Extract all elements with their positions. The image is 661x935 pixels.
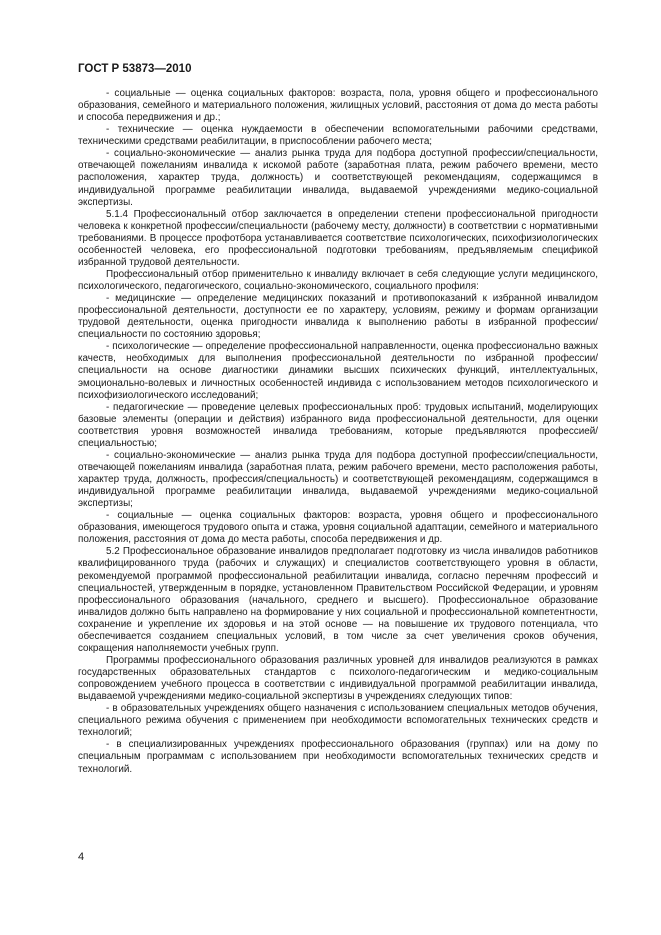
- paragraph: - медицинские — определение медицинских показаний и противопоказаний к избранной инвалидом профессиональной деятельности, доступности ее по характеру, условиям, режиму и формам организации трудовой деятельности, оценка пригодности инвалида к выполнению работы в избранной профессии/специальности по состоянию здоровья;: [78, 293, 598, 341]
- paragraph: - в специализированных учреждениях профессионального образования (группах) или на дому по специальным программам с использованием при необходимости вспомогательных технических средств и технологий.: [78, 739, 598, 775]
- paragraph: 5.2 Профессиональное образование инвалидов предполагает подготовку из числа инвалидов работников квалифицированного труда (рабочих и служащих) и специалистов соответствующего уровня в области, рекомендуемой программой профессиональной реабилитации инвалида, согласно перечням профессий и специальностей, утвержденным в порядке, установленном Правительством Российской Федерации, и уровням профессионального образования (начального, среднего и высшего). Профессиональное образование инвалидов должно быть направлено на формирование у них социальной и профессиональной компетентности, сохранение и укрепление их здоровья и на этой основе — на повышение их трудового потенциала, что обеспечивается созданием специальных условий, в том числе за счет увеличения сроков обучения, сокращения наполняемости учебных групп.: [78, 546, 598, 654]
- paragraph: - социальные — оценка социальных факторов: возраста, уровня общего и профессионального образования, имеющегося трудового опыта и стажа, уровня социальной адаптации, семейного и материального положения, расстояния от дома до места работы, способа передвижения и др.: [78, 510, 598, 546]
- paragraph: 5.1.4 Профессиональный отбор заключается в определении степени профессиональной пригодности человека к конкретной профессии/специальности (рабочему месту, должности) в соответствии с нормативными требованиями. В процессе профотбора устанавливается соответствие психологических, психофизиологических особенностей человека, его профессиональной подготовки требованиям, предъявляемым спецификой избранной трудовой деятельности.: [78, 208, 598, 268]
- page-number: 4: [78, 851, 85, 863]
- paragraph: - социальные — оценка социальных факторов: возраста, пола, уровня общего и профессионального образования, семейного и материального положения, жилищных условий, расстояния от дома до места работы и способа передвижения и др.;: [78, 88, 598, 124]
- paragraph: - психологические — определение профессиональной направленности, оценка профессионально важных качеств, необходимых для выполнения профессиональной деятельности по избранной профессии/специальности на основе диагностики динамики высших психических функций, интеллектуальных, эмоционально-волевых и личностных особенностей индивида с использованием методов психологического и психофизиологического исследований;: [78, 341, 598, 401]
- document-header: ГОСТ Р 53873—2010: [78, 63, 192, 75]
- paragraph: - в образовательных учреждениях общего назначения с использованием специальных методов обучения, специального режима обучения с применением при необходимости вспомогательных технических средств и технологий;: [78, 703, 598, 739]
- paragraph: - педагогические — проведение целевых профессиональных проб: трудовых испытаний, моделирующих базовые элементы (операции и действия) избранного вида профессиональной деятельности, для оценки соответствия уровня возможностей инвалида требованиям, которые предъявляются профессией/специальностью;: [78, 401, 598, 449]
- document-body: [78, 88, 598, 776]
- paragraph: - технические — оценка нуждаемости в обеспечении вспомогательными рабочими средствами, техническими средствами реабилитации, в приспособлении рабочего места;: [78, 124, 598, 148]
- paragraph: Профессиональный отбор применительно к инвалиду включает в себя следующие услуги медицинского, психологического, педагогического, социально-экономического, социального профиля:: [78, 268, 598, 292]
- paragraph: Программы профессионального образования различных уровней для инвалидов реализуются в рамках государственных образовательных стандартов с психолого-педагогическим и медико-социальным сопровождением учебного процесса в соответствии с индивидуальной программой реабилитации инвалида, выдаваемой учреждениями медико-социальной экспертизы в учреждениях следующих типов:: [78, 654, 598, 703]
- paragraph: - социально-экономические — анализ рынка труда для подбора доступной профессии/специальности, отвечающей пожеланиям инвалида к искомой работе (заработная плата, режим рабочего времени, место расположения, характер труда, должность) и соответствующей рекомендациям, содержащимся в индивидуальной программе реабилитации инвалида, выдаваемой учреждениями медико-социальной экспертизы.: [78, 148, 598, 208]
- paragraph: - социально-экономические — анализ рынка труда для подбора доступной профессии/специальности, отвечающей пожеланиям инвалида (заработная плата, режим рабочего времени, место расположения работы, характер труда, должность, профессия/специальность) и соответствующей рекомендациям, содержащимся в индивидуальной программе реабилитации инвалида, выдаваемой учреждениями медико-социальной экспертизы;: [78, 449, 598, 510]
